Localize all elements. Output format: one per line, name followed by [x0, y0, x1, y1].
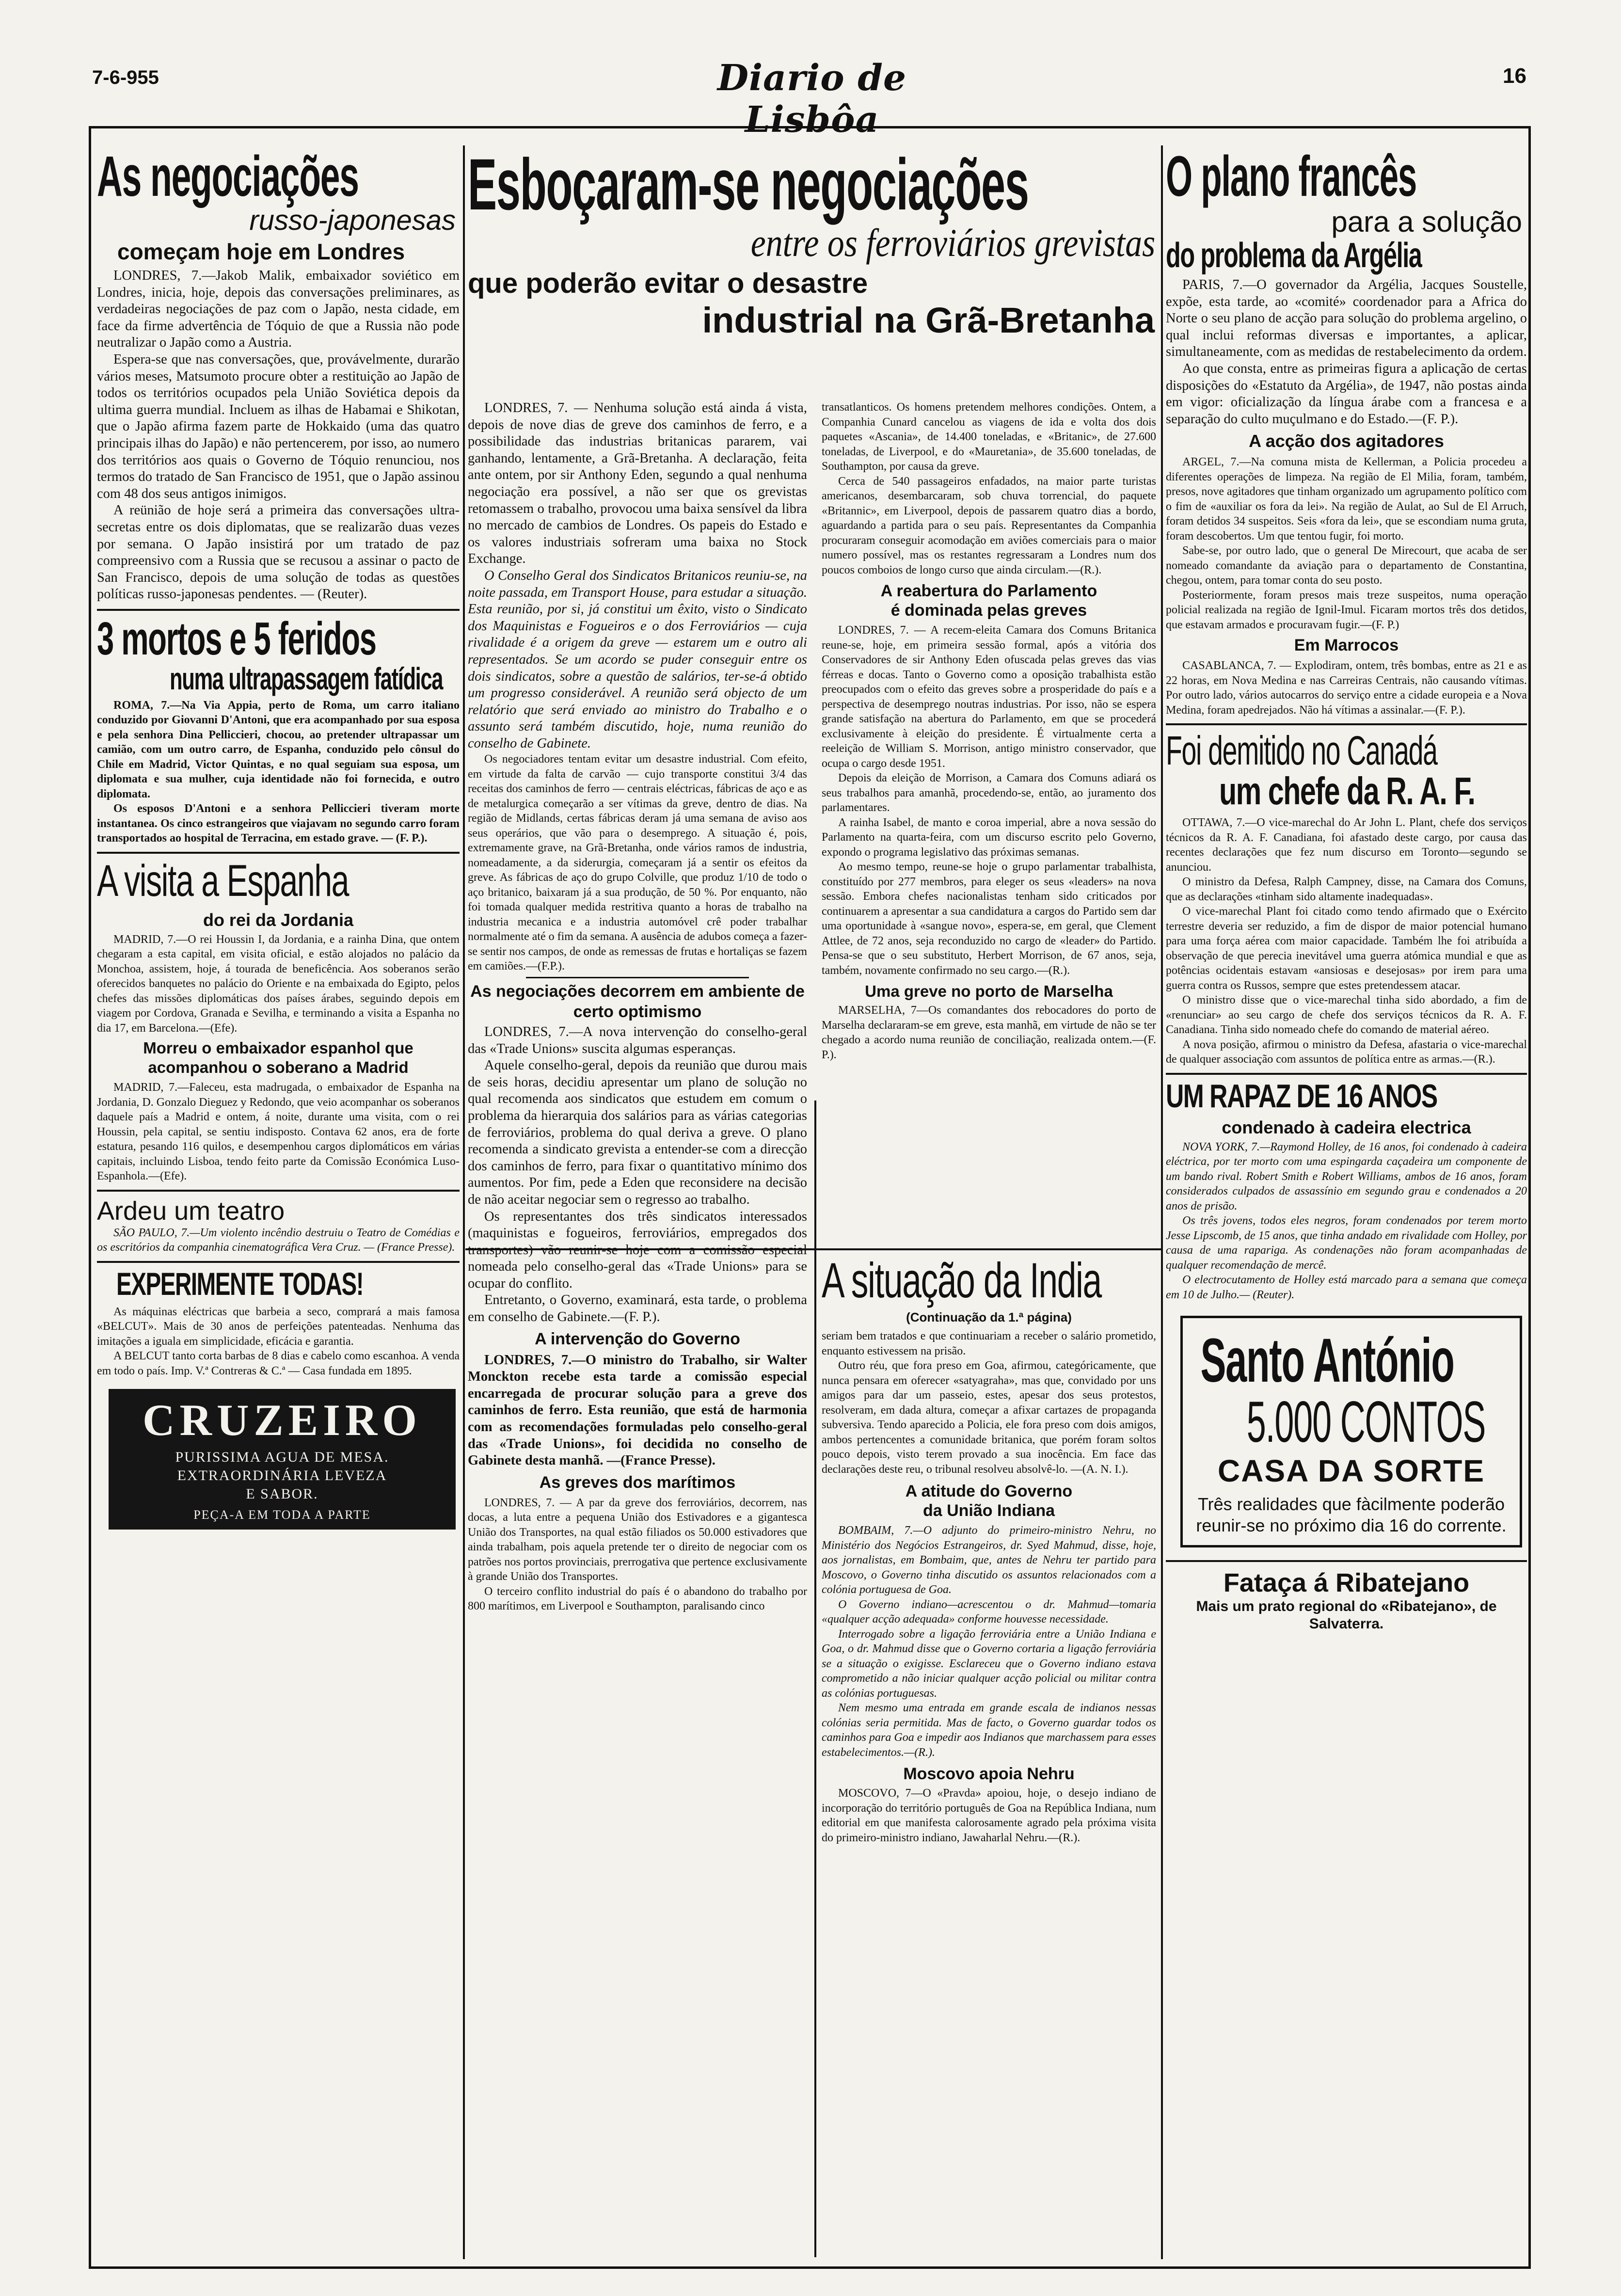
ad-paragraph: A BELCUT tanto corta barbas de 8 dias e cabelo como escanhoa. A venda em todo o país. Imp. V.ª Contreras & C.ª — Casa fundada em 1895. — [97, 1350, 460, 1377]
ad-brand: CASA DA SORTE — [1217, 1453, 1485, 1489]
article-subsection-heading: As greves dos marítimos — [539, 1473, 736, 1492]
ad-line: PURISSIMA AGUA DE MESA. — [175, 1449, 389, 1466]
article-headline: Foi demitido no Canadá — [1166, 728, 1437, 774]
article-paragraph: MADRID, 7.—Faleceu, esta madrugada, o embaixador de Espanha na Jordania, D. Gonzalo Dieguez y Redondo, que veio acompanhar os soberanos daquele país a Madrid e ontem, á noite, durante uma visita, com o rei Houssin, pela capital, se sentiu indisposto. Contava 62 anos, era de forte estatura, pesando 116 quilos, e desempenhou cargos diplomáticos em várias capitais, incluindo Lisboa, tendo feito parte da Comissão Económica Luso-Espanhola.—(Efe). — [97, 1081, 460, 1183]
article-subsection-heading: Uma greve no porto de Marselha — [865, 982, 1113, 1000]
article-paragraph: Posteriormente, foram presos mais treze suspeitos, numa operação policial realizada na região de Ignil-Imul. Ficaram mortos três dos detidos, que estavam armados e procuravam fugir.—(F. P.) — [1166, 589, 1527, 631]
article-algeria — [1166, 148, 1527, 718]
article-paragraph: CASABLANCA, 7. — Explodiram, ontem, três bombas, entre as 21 e as 22 horas, em Nova Medina e nas Carreiras Centrais, não causando vítimas. Por outro lado, vários autocarros do serviço entre a cidade europeia e a Nova Medina, foram apedrejados. Não há vítimas a assinalar.—(F. P.). — [1166, 659, 1527, 717]
article-paragraph: ARGEL, 7.—Na comuna mista de Kellerman, a Policia procedeu a diferentes operações de limpeza. Na região de El Milia, foram, também, presos, nove agitadores que tinham organizado um agrupamento político com o fim de «auxiliar os fora da lei». Na região de Aulat, ao Sul de El Arruch, foram detidos 34 suspeitos. Seis «fora da lei», que se escondiam numa gruta, foram descobertos. Um que tentou fugir, foi morto. — [1166, 456, 1527, 542]
issue-date: 7-6-955 — [92, 67, 159, 88]
article-paragraph: A nova posição, afirmou o ministro da Defesa, afastaria o vice-marechal de qualquer associação com assuntos de política entre as armas.—(R.). — [1166, 1038, 1527, 1066]
article-subsection-heading: da União Indiana — [922, 1501, 1055, 1520]
ad-belcut — [97, 1265, 460, 1379]
article-deck: do problema da Argélia — [1166, 236, 1422, 275]
ad-line: Mais um prato regional do «Ribatejano», de Salvaterra. — [1196, 1598, 1497, 1632]
article-paragraph: OTTAWA, 7.—O vice-marechal do Ar John L. Plant, chefe dos serviços técnicos da R. A. F. Canadiana, foi afastado deste cargo, por causa das recentes declarações que fez num discurso em Toronto—segundo se anunciou. — [1166, 816, 1527, 874]
article-paragraph: O ministro da Defesa, Ralph Campney, disse, na Camara dos Comuns, que as declarações «tinham sido altamente inadequadas». — [1166, 876, 1527, 903]
article-paragraph: O electrocutamento de Holley está marcado para a semana que começa em 10 de Julho.— (Reuter). — [1166, 1274, 1527, 1301]
ad-cruzeiro — [109, 1389, 456, 1530]
article-electric-chair — [1166, 1077, 1527, 1303]
article-headline: 3 mortos e 5 feridos — [97, 612, 376, 665]
article-paragraph: Entretanto, o Governo, examinará, esta tarde, o problema em conselho de Gabinete.—(F. P.). — [468, 1292, 807, 1325]
article-paragraph: MOSCOVO, 7—O «Pravda» apoiou, hoje, o desejo indiano de incorporação do território português de Goa na República Indiana, num editorial em que manifesta calorosamente agrado pela próxima visita do primeiro-ministro indiano, Jawaharlal Nehru.—(R.). — [822, 1787, 1156, 1844]
ad-headline: Santo António — [1200, 1326, 1454, 1396]
article-paragraph: A rainha Isabel, de manto e coroa imperial, abre a nova sessão do Parlamento na quarta-feira, com um discurso escrito pelo Governo, expondo o programa legislativo das próximas semanas. — [822, 816, 1156, 859]
article-paragraph: Ao que consta, entre as primeiras figura a aplicação de certas disposições do «Estatuto da Argélia», de 1947, não postas ainda em vigor: oficialização da língua árabe com a francesa e a separação do culto muçulmano e do Estado.—(F. P.). — [1166, 361, 1527, 427]
article-headline: As negociações — [97, 148, 359, 208]
article-paragraph: Interrogado sobre a ligação ferroviária entre a União Indiana e Goa, o dr. Mahmud disse que o Governo cortaria a ligação ferroviária se a situação o exigisse. Esclareceu que o Governo indiano estava comprometido a não iniciar qualquer acção policial ou militar contra as colónias portuguesas. — [822, 1627, 1156, 1700]
center-right-column — [822, 400, 1156, 1244]
article-headline: UM RAPAZ DE 16 ANOS — [1166, 1077, 1437, 1115]
ad-line: EXTRAORDINÁRIA LEVEZA — [177, 1467, 387, 1484]
ad-line: Três realidades que fàcilmente poderão reunir-se no próximo dia 16 do corrente. — [1196, 1494, 1507, 1536]
article-subsection-heading: A reabertura do Parlamento — [880, 582, 1097, 600]
center-story-header — [468, 148, 1159, 400]
article-subsection-heading: Moscovo apoia Nehru — [903, 1765, 1075, 1783]
article-paragraph: transatlanticos. Os homens pretendem melhores condições. Ontem, a Companhia Cunard cancelou as viagens de ida e volta dos dois paquetes «Ascania», de 14.400 toneladas, e «Britanic», de 27.600 toneladas, de Liverpool, e do «Mauretania», de 35.600 toneladas, de Southampton, por causa da greve. — [822, 401, 1156, 473]
section-divider — [1166, 1560, 1527, 1562]
article-paragraph: PARIS, 7.—O governador da Argélia, Jacques Soustelle, expõe, esta tarde, ao «comité» coordenador para a Africa do Norte o seu plano de acção para solução do problema argelino, o qual inclui reformas diversas e importantes, a aplicar, simultaneamente, com as medidas de restabelecimento da ordem. — [1166, 277, 1527, 360]
article-subhead: russo-japonesas — [249, 205, 456, 236]
article-paragraph: Espera-se que nas conversações, que, provávelmente, durarão vários meses, Matsumoto procure obter a restituição ao Japão de todos os territórios ocupados pela União Soviética depois da ultima guerra mundial. Incluem as ilhas de Habamai e Shikotan, que o Japão afirma fazem parte de Hokkaido (uma das quatro principais ilhas do Japão) e não pertencerem, por isso, ao numero dos territórios aos quais o Governo de Tóquio renunciou, nos termos do tratado de San Francisco de 1951, que o Japão assinou com 48 dos seus antigos inimigos. — [97, 351, 460, 501]
ad-fataca — [1166, 1568, 1527, 1633]
article-paragraph: MARSELHA, 7—Os comandantes dos rebocadores do porto de Marselha declararam-se em greve, esta manhã, em virtude de não se ter chegado a acordo numa reunião de conciliação, realizada ontem.—(F. P.). — [822, 1004, 1156, 1061]
section-divider — [1166, 1073, 1527, 1075]
newspaper-title: Diario de Lisbôa — [717, 57, 907, 141]
column-divider — [814, 1100, 816, 2257]
ad-headline: Fataça á Ribatejano — [1223, 1568, 1470, 1598]
article-paragraph: LONDRES, 7.—O ministro do Trabalho, sir Walter Monckton recebe esta tarde a comissão especial encarregada de procurar solução para a greve dos caminhos de ferro. Esta reunião, que está de harmonia com as recomendações formuladas pelo conselho-geral das «Trade Unions», foi decidida no conselho de Gabinete desta manhã. —(France Presse). — [468, 1352, 807, 1468]
article-theatre-fire — [97, 1196, 460, 1255]
article-paragraph: seriam bem tratados e que continuariam a receber o salário prometido, enquanto estivessem na prisão. — [822, 1330, 1156, 1357]
article-russo-japanese — [97, 148, 460, 603]
article-paragraph: SÃO PAULO, 7.—Um violento incêndio destruiu o Teatro de Comédias e os escritórios da companhia cinematográfica Vera Cruz. — (France Presse). — [97, 1226, 460, 1254]
section-divider — [97, 1261, 460, 1263]
section-divider — [97, 1190, 460, 1192]
article-headline: Ardeu um teatro — [97, 1196, 285, 1226]
article-paragraph: O vice-marechal Plant foi citado como tendo afirmado que o Exército terrestre deveria ser reduzido, a fim de dispor de maior potencial humano para uma força aérea com maior capacidade. Também lhe foi atribuída a observação de que perecia inevitável uma guerra atómica mundial e que as potências ocidentais estavam «ansiosas e desejosas» por irem para uma guerra contra os Russos, sempre que estes pretendessem atacar. — [1166, 905, 1527, 992]
continuation-note: (Continuação da 1.ª página) — [906, 1310, 1072, 1324]
article-paragraph: LONDRES, 7.—Jakob Malik, embaixador soviético em Londres, inicia, hoje, depois das conversações preliminares, as verdadeiras negociações de paz com o Japão, nesta cidade, em face da firme advertência de Tóquio de que a Russia não pode neutralizar o Japão como a Austria. — [97, 268, 460, 351]
article-paragraph: Aquele conselho-geral, depois da reunião que durou mais de seis horas, decidiu apresentar um plano de solução no qual recomenda aos sindicatos que estudem em comum o problema da hierarquia dos salários para as várias categorias de ferroviários, problema do qual deriva a greve. O plano recomenda a sindicato grevista a entender-se com a direcção dos caminhos de ferro, para fixar o quantitativo mínimo dos aumentos. Por fim, pede a Eden que reconsidere na decisão de não aceitar negociar sem o regresso ao trabalho. — [468, 1058, 807, 1207]
article-subsection-heading: As negociações decorrem em ambiente de certo optimismo — [470, 982, 805, 1021]
article-paragraph: LONDRES, 7. — A par da greve dos ferroviários, decorrem, nas docas, a luta entre a pequena União dos Estivadores e a gigantesca União dos Transportes, na qual estão filiados os 50.000 estivadores que ainda trabalham, pois aquela pretende ter o direito de negociar com os patrões nos portos provinciais, prerrogativa que pertence exclusivamente à grande União dos Transportes. — [468, 1496, 807, 1583]
article-subsection-heading: Morreu o embaixador espanhol que acompanhou o soberano a Madrid — [143, 1039, 413, 1077]
article-paragraph: Cerca de 540 passageiros enfadados, na maior parte turistas americanos, desembarcaram, sob chuva torrencial, do paquete «Britannic», em Liverpool, depois de passarem quatro dias a bordo, aguardando a partida para o seu país. Representantes da Companhia procuraram conseguir acomodação em aviões comerciais para o maior numero possível, mas os restantes regressaram a Londres num dos poucos comboios de longo curso que ainda circulam.—(R.). — [822, 475, 1156, 576]
article-subhead: para a solução — [1331, 206, 1522, 238]
article-deck: começam hoje em Londres — [117, 239, 405, 264]
article-paragraph: Depois da eleição de Morrison, a Camara dos Comuns adiará os seus trabalhos para amanhã, procedendo-se, então, ao juramento dos parlamentares. — [822, 772, 1156, 814]
article-headline: O plano francês — [1166, 148, 1417, 208]
article-headline: A situação da India — [822, 1256, 1101, 1308]
article-paragraph: Os representantes dos três sindicatos interessados (maquinistas e fogueiros, ferroviários, empregados dos transportes) vão reunir-se hoje com a comissão especial nomeada pelo conselho-geral das «Trade Unions» para se ocupar do conflito. — [468, 1209, 807, 1291]
article-headline: A visita a Espanha — [97, 856, 349, 906]
ad-paragraph: As máquinas eléctricas que barbeia a seco, comprará a mais famosa «BELCUT». Mais de 30 anos de perfeições patenteadas. Nenhuma das imitações a iguala em simplicidade, eficácia e garantia. — [97, 1305, 460, 1348]
center-left-column — [468, 400, 807, 2252]
article-india — [822, 1256, 1156, 2254]
article-jordan-visit — [97, 856, 460, 1184]
article-paragraph: Nem mesmo uma entrada em grande escala de indianos nessas colónias seria permitida. Mas de facto, o Governo guardar todos os caminhos para Goa e impedir aos Indianos que marchassem para esses estabelecimentos.—(R.). — [822, 1702, 1156, 1759]
article-canada — [1166, 730, 1527, 1067]
article-paragraph: LONDRES, 7.—A nova intervenção do conselho-geral das «Trade Unions» suscita algumas esperanças. — [468, 1024, 807, 1056]
column-divider — [463, 145, 465, 2259]
ad-santo-antonio — [1180, 1316, 1522, 1547]
article-paragraph: Os esposos D'Antoni e a senhora Pelliccieri tiveram morte instantanea. Os cinco estrangeiros que viajavam no segundo carro foram transportados ao hospital de Terracina, em estado grave. — (F. P.). — [97, 802, 460, 845]
article-paragraph: LONDRES, 7. — A recem-eleita Camara dos Comuns Britanica reune-se, hoje, em primeira sessão formal, após a vitória dos Conservadores de sir Anthony Eden ofuscada pelas greves das vias férreas e docas. Tanto o Governo como a oposição trabalhista estão preocupados com o efeito das greves sobre a prosperidade do país e a perspectiva de desemprego noutras industrias. Por isso, não se espera grande satisfação na abertura do Parlamento, em que se procederá exclusivamente à eleição do presidente. É virtualmente certa a reeleição de William S. Morrison, antigo ministro conservador, que ocupa o cargo desde 1951. — [822, 624, 1156, 770]
column-divider — [1161, 145, 1163, 2259]
article-deck: do rei da Jordania — [203, 909, 354, 930]
article-paragraph: Sabe-se, por outro lado, que o general De Mirecourt, que acaba de ser nomeado comandante da aviação para o departamento de Constantina, chegou, ontem, para tomar conta do seu posto. — [1166, 544, 1527, 587]
section-divider — [526, 977, 749, 978]
article-paragraph: Os negociadores tentam evitar um desastre industrial. Com efeito, em virtude da falta de carvão — cujo transporte constitui 3/4 das receitas dos caminhos de ferro — centrais eléctricas, fábricas de aço e as de metalurgica começarão a ser vítimas da greve, dentro de dias. Na região de Midlands, certas fábricas deram já uma semana de aviso aos seus operários, que vão para o desemprego. A situação é, pois, extremamente grave, na Grã-Bretanha, onde vários ramos de industria, nomeadamente, a da siderurgia, começaram já a sentir os efeitos da greve. As fábricas de aço do grupo Colville, que produz 1/10 de todo o aço britanico, baixaram já a sua produção, de 50 %. Por enquanto, não foi tomada qualquer medida restritiva quanto a horas de trabalho na industria mecanica e a industria automóvel crê poder trabalhar normalmente até o fim da semana. A ausência de adubos começa a fazer-se sentir nos campos, de onde as remessas de frutas e hortaliças se fazem em camiões.—(F.P.). — [468, 753, 807, 973]
article-paragraph: O terceiro conflito industrial do país é o abandono do trabalho por 800 marítimos, em Liverpool e Southampton, paralisando cinco — [468, 1585, 807, 1613]
article-subsection-heading: A acção dos agitadores — [1249, 431, 1444, 451]
page-number: 16 — [1503, 64, 1526, 88]
article-deck: numa ultrapassagem fatídica — [170, 661, 443, 696]
ad-headline: EXPERIMENTE TODAS! — [116, 1265, 364, 1302]
article-paragraph: O Governo indiano—acrescentou o dr. Mahmud—tomaria «qualquer acção adequada» conforme houvesse necessidade. — [822, 1598, 1156, 1626]
ad-prize: 5.000 CONTOS — [1246, 1389, 1486, 1455]
left-column — [97, 148, 460, 2262]
article-deck: um chefe da R. A. F. — [1219, 769, 1475, 813]
article-paragraph: BOMBAIM, 7.—O adjunto do primeiro-ministro Nehru, no Ministério dos Negócios Estrangeiros, dr. Syed Mahmud, disse, hoje, aos jornalistas, em Bombaim, que, antes de Nehru ter partido para Moscovo, o Governo tinha discutido os assuntos relacionados com a colónia portuguesa de Goa. — [822, 1524, 1156, 1596]
article-road-accident — [97, 612, 460, 846]
article-paragraph: LONDRES, 7. — Nenhuma solução está ainda á vista, depois de nove dias de greve dos caminhos de ferro, e a possibilidade das industrias britanicas pararem, vai ganhando, lentamente, a Grã-Bretanha. A declaração, feita ante ontem, por sir Anthony Eden, segundo a qual nenhuma negociação era possível, a não ser que os grevistas retomassem o trabalho, provocou uma baixa sensível da libra no mercado de cambios de Londres. Os papeis do Estado e os valores industriais sofreram uma baixa no Stock Exchange. — [468, 400, 807, 567]
article-paragraph: ROMA, 7.—Na Via Appia, perto de Roma, um carro italiano conduzido por Giovanni D'Antoni, que era acompanhado por sua esposa e pela senhora Dina Pelliccieri, chocou, ao pretender ultrapassar um camião, com um outro carro, de Espanha, conduzido pelo cônsul do Chile em Madrid, Victor Quintas, e no qual seguiam sua esposa, um diplomata e sua mulher, cuja identidade não foi fornecida, e outro diplomata. — [97, 699, 460, 800]
right-column — [1166, 148, 1527, 2262]
article-subsection-heading: A intervenção do Governo — [535, 1329, 740, 1348]
article-paragraph: Ao mesmo tempo, reune-se hoje o grupo parlamentar trabalhista, constituído por 277 membros, para eleger os seus «leaders» na nova sessão. Embora chefes nacionalistas tenham sido criticados por continuarem a apresentar a sua candidatura a cargos do Partido sem dar uma oportunidade à «sangue novo», espera-se, em geral, que Clement Attlee, de 72 anos, seja reconduzido no cargo de «leader» do Partido. Pensa-se que o seu substituto, Herbert Morrison, de 67 anos, seja, também, novamente confirmado no seu cargo.—(R.). — [822, 861, 1156, 977]
main-subhead: entre os ferroviários grevistas — [750, 221, 1156, 265]
article-paragraph: Outro réu, que fora preso em Goa, afirmou, categóricamente, que nunca pensara em oferecer «satyagraha», mas que, convidado por uns amigos para dar um passeio, estes, apesar dos seus protestos, resolveram, em dada altura, começar a afixar cartazes de propaganda subversiva. Tendo aparecido a Policia, ele fora preso com dois amigos, ambos pertencentes a comunidade britanica, que porém foram soltos pouco depois, visto terem provado a sua inocência. Em face das declarações deste reu, o tribunal resolveu absolvê-lo. —(A. N. I.). — [822, 1359, 1156, 1476]
article-paragraph: MADRID, 7.—O rei Houssin I, da Jordania, e a rainha Dina, que ontem chegaram a esta capital, em visita oficial, e estão alojados no palácio da Monchoa, assistem, hoje, á tourada de beneficência. Aos soberanos serão oferecidos banquetes no palácio do Oriente e na embaixada do Egipto, pelos chefes das missões diplomáticas dos países árabes, seguindo depois em viagem por Cordova, Granada e Sevilha, e terminando a visita a Espanha no dia 17, em Barcelona.—(Efe). — [97, 933, 460, 1035]
article-subsection-heading: é dominada pelas greves — [890, 601, 1087, 620]
ad-line: PEÇA-A EM TODA A PARTE — [193, 1508, 371, 1522]
article-paragraph: A reünião de hoje será a primeira das conversações ultra-secretas entre os dois diplomatas, que se realizarão duas vezes por semana. O Japão insistirá por um tratado de paz compreensivo com a Russia que se recusou a assinar o pacto de San Francisco, depois de uma solução de todas as questões políticas russo-japonesas pendentes. — (Reuter). — [97, 503, 460, 602]
article-paragraph: NOVA YORK, 7.—Raymond Holley, de 16 anos, foi condenado à cadeira eléctrica, por ter morto com uma espingarda caçadeira um componente de um bando rival. Robert Smith e Robert Williams, ambos de 16 anos, foram considerados culpados de assassínio em segundo grau e condenados a 20 anos de prisão. — [1166, 1140, 1527, 1212]
section-divider — [1166, 723, 1527, 725]
article-subsection-heading: A atitude do Governo — [905, 1482, 1073, 1500]
article-paragraph: Os três jovens, todos eles negros, foram condenados por terem morto Jesse Lipscomb, de 15 anos, que tinha andado em rivalidade com Holley, por causa de uma rapariga. As condenações não foram acompanhadas de qualquer recomendação de mercê. — [1166, 1214, 1527, 1272]
main-headline: Esboçaram-se negociações — [468, 148, 1029, 225]
section-divider — [97, 609, 460, 611]
main-deck: industrial na Grã-Bretanha — [702, 300, 1155, 340]
section-divider — [97, 852, 460, 854]
article-paragraph: O ministro disse que o vice-marechal tinha sido abordado, a fim de «renunciar» ao seu cargo de chefe dos serviços técnicos da R. A. F. Canadiana. Tinha sido nomeado chefe do comando de material aéreo. — [1166, 994, 1527, 1036]
article-paragraph: O Conselho Geral dos Sindicatos Britanicos reuniu-se, na noite passada, em Transport House, para estudar a situação. Esta reunião, por si, já constitui um êxito, visto o Sindicato dos Maquinistas e Fogueiros e o dos Ferroviários — cuja rivalidade é a origem da greve — estarem um e outro ali representados. Se um acordo se puder conseguir entre os dois sindicatos, sobre a questão de salários, ter-se-á obtido um progresso considerável. A reunião será objecto de um relatório que será enviado ao ministro do Trabalho e o assunto será também discutido, hoje, numa reunião do conselho de Gabinete. — [468, 568, 807, 751]
ad-brand: CRUZEIRO — [143, 1395, 422, 1445]
main-deck: que poderão evitar o desastre — [468, 268, 868, 299]
ad-line: E SABOR. — [246, 1486, 318, 1502]
article-deck: condenado à cadeira electrica — [1222, 1117, 1471, 1137]
article-subsection-heading: Em Marrocos — [1294, 636, 1399, 655]
